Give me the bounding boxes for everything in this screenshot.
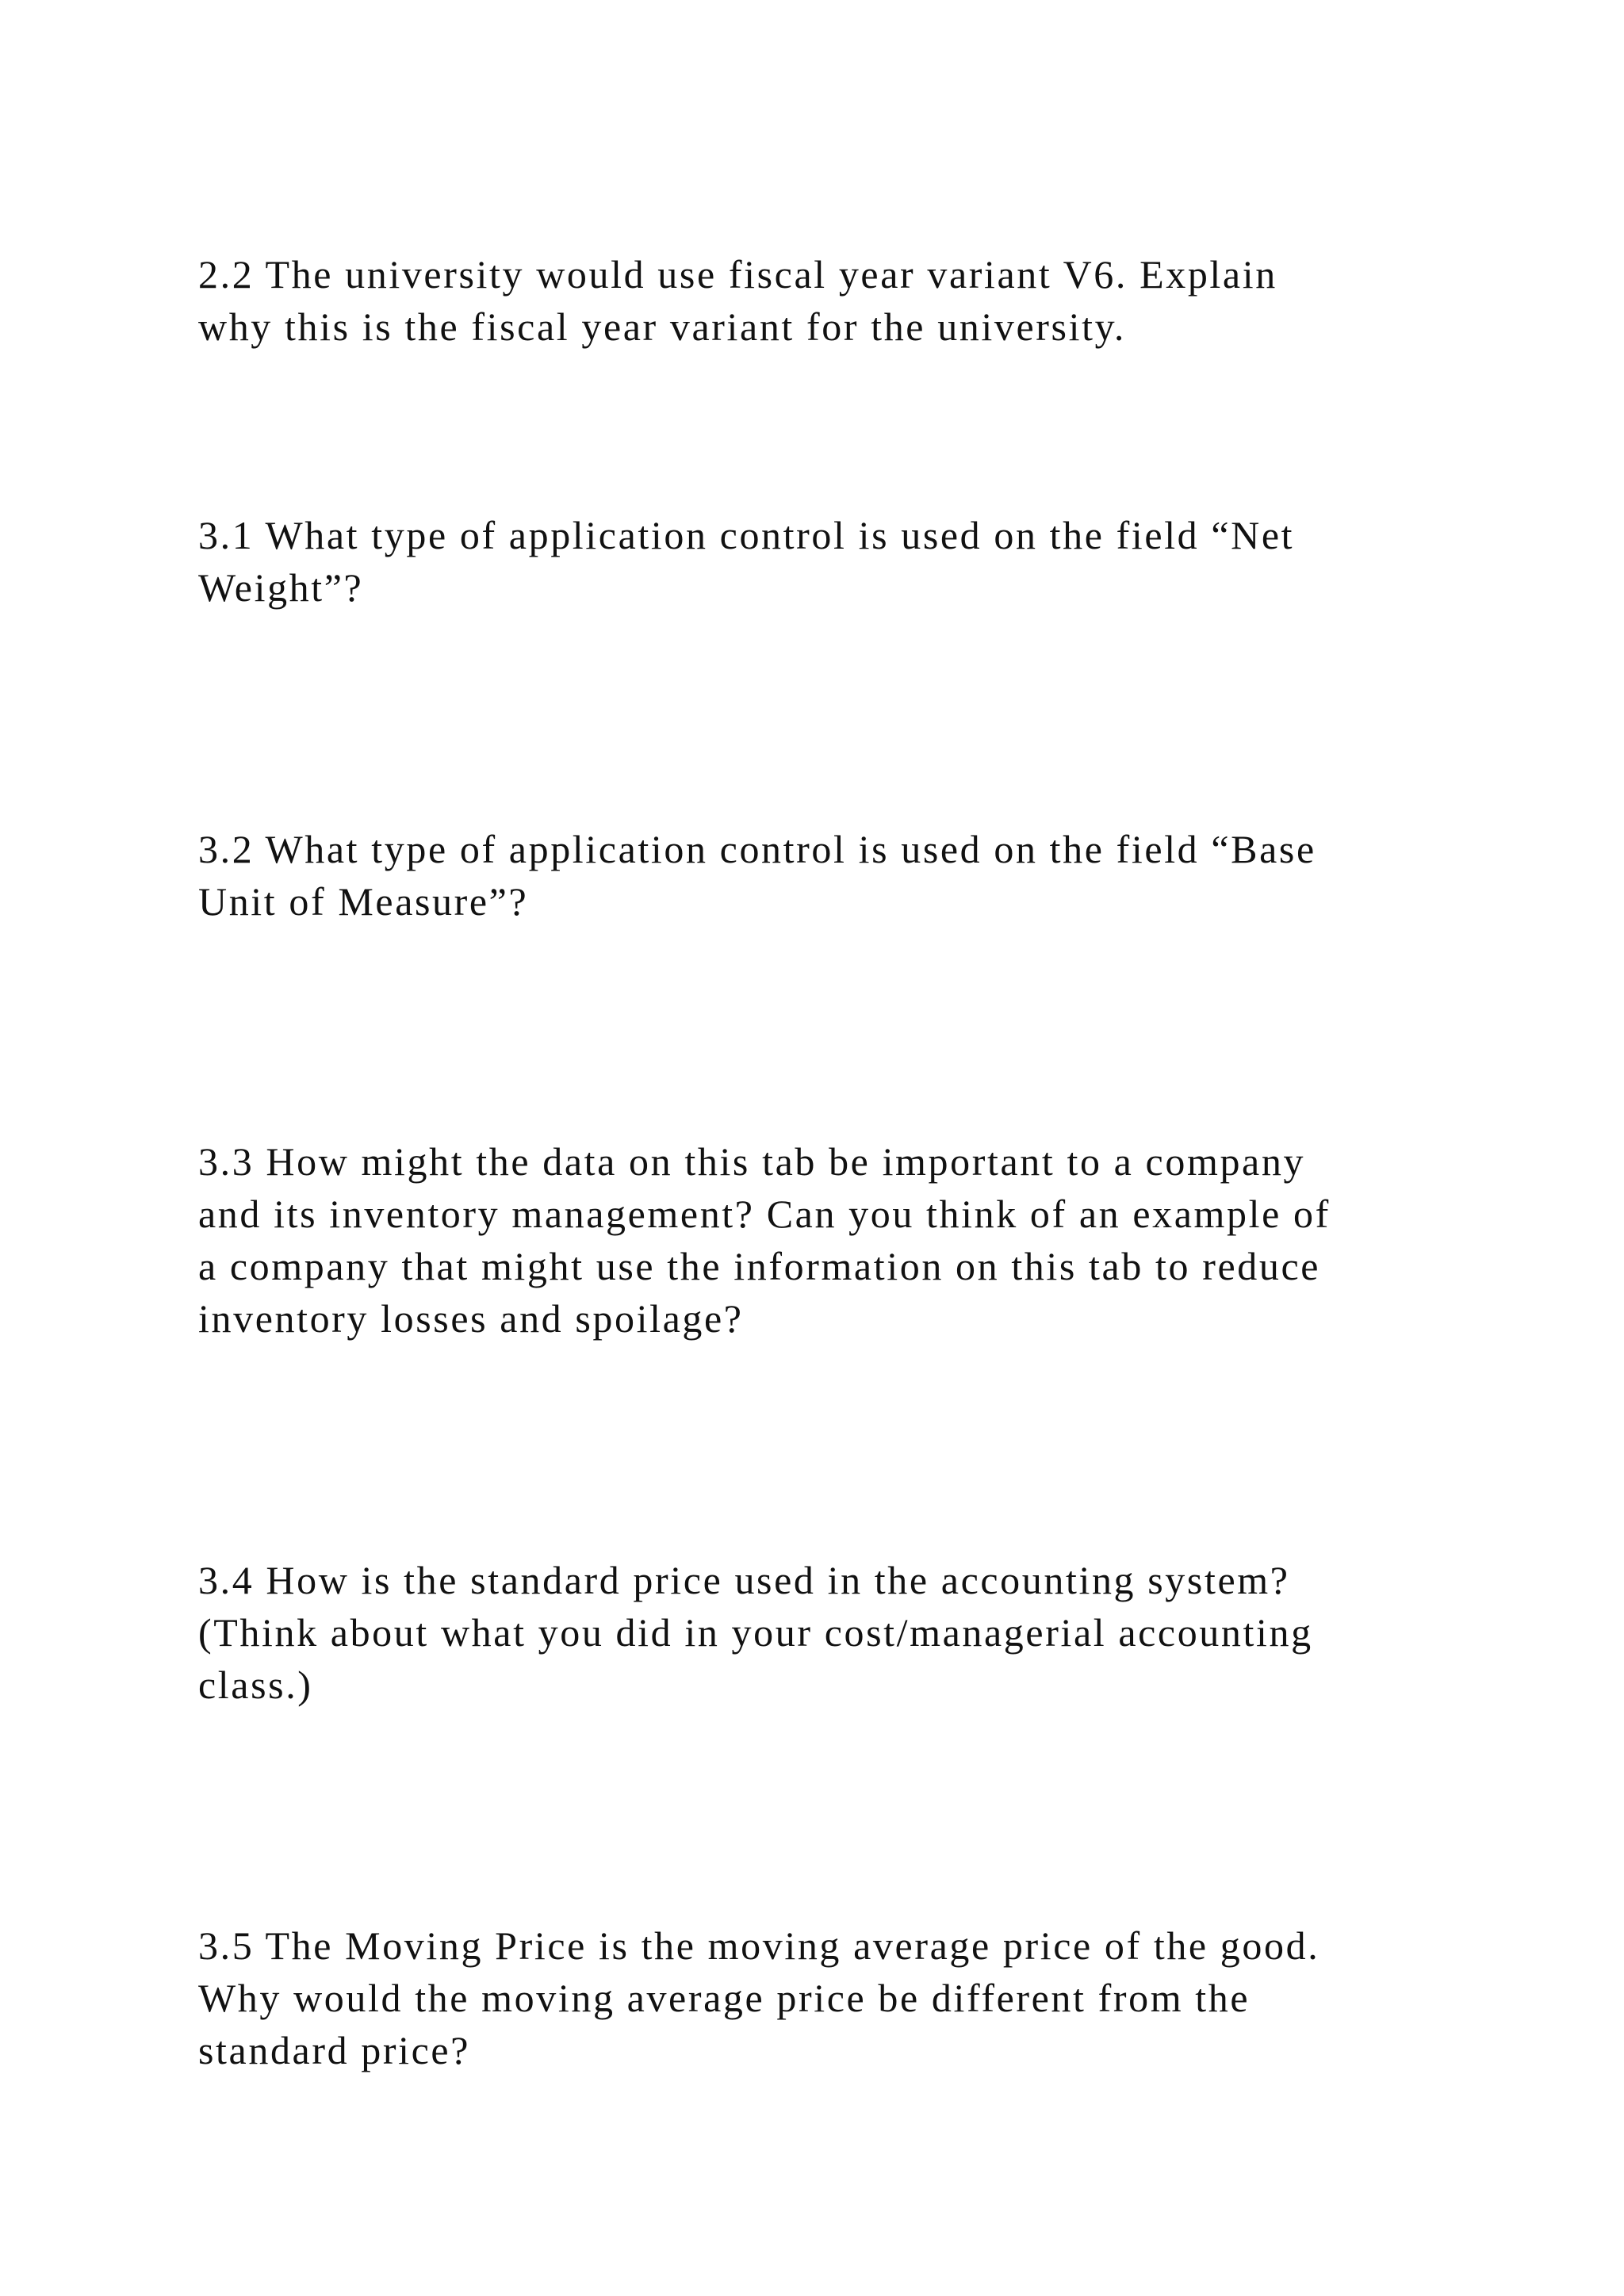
- question-3-3: [198, 1135, 1499, 1345]
- question-line: Why would the moving average price be different from the: [198, 1976, 1251, 2020]
- question-line: 3.2 What type of application control is used on the field “Base: [198, 827, 1316, 871]
- question-line: why this is the fiscal year variant for the university.: [198, 304, 1127, 349]
- question-line: a company that might use the information on this tab to reduce: [198, 1244, 1321, 1288]
- question-3-1: [198, 509, 1499, 614]
- question-3-4: [198, 1554, 1499, 1711]
- question-line: 3.3 How might the data on this tab be important to a company: [198, 1139, 1306, 1184]
- question-line: class.): [198, 1663, 313, 1707]
- question-line: Weight”?: [198, 565, 364, 610]
- question-line: 2.2 The university would use fiscal year variant V6. Explain: [198, 252, 1277, 297]
- question-3-2: [198, 823, 1499, 928]
- question-line: 3.4 How is the standard price used in the accounting system?: [198, 1558, 1290, 1602]
- question-line: and its inventory management? Can you think of an example of: [198, 1192, 1331, 1236]
- question-line: 3.1 What type of application control is used on the field “Net: [198, 513, 1295, 557]
- question-line: (Think about what you did in your cost/managerial accounting: [198, 1610, 1313, 1655]
- question-3-5: [198, 1919, 1499, 2076]
- question-line: 3.5 The Moving Price is the moving average price of the good.: [198, 1923, 1320, 1968]
- question-line: Unit of Measure”?: [198, 879, 529, 924]
- question-line: standard price?: [198, 2028, 471, 2072]
- question-2-2: [198, 248, 1499, 353]
- question-line: inventory losses and spoilage?: [198, 1296, 744, 1341]
